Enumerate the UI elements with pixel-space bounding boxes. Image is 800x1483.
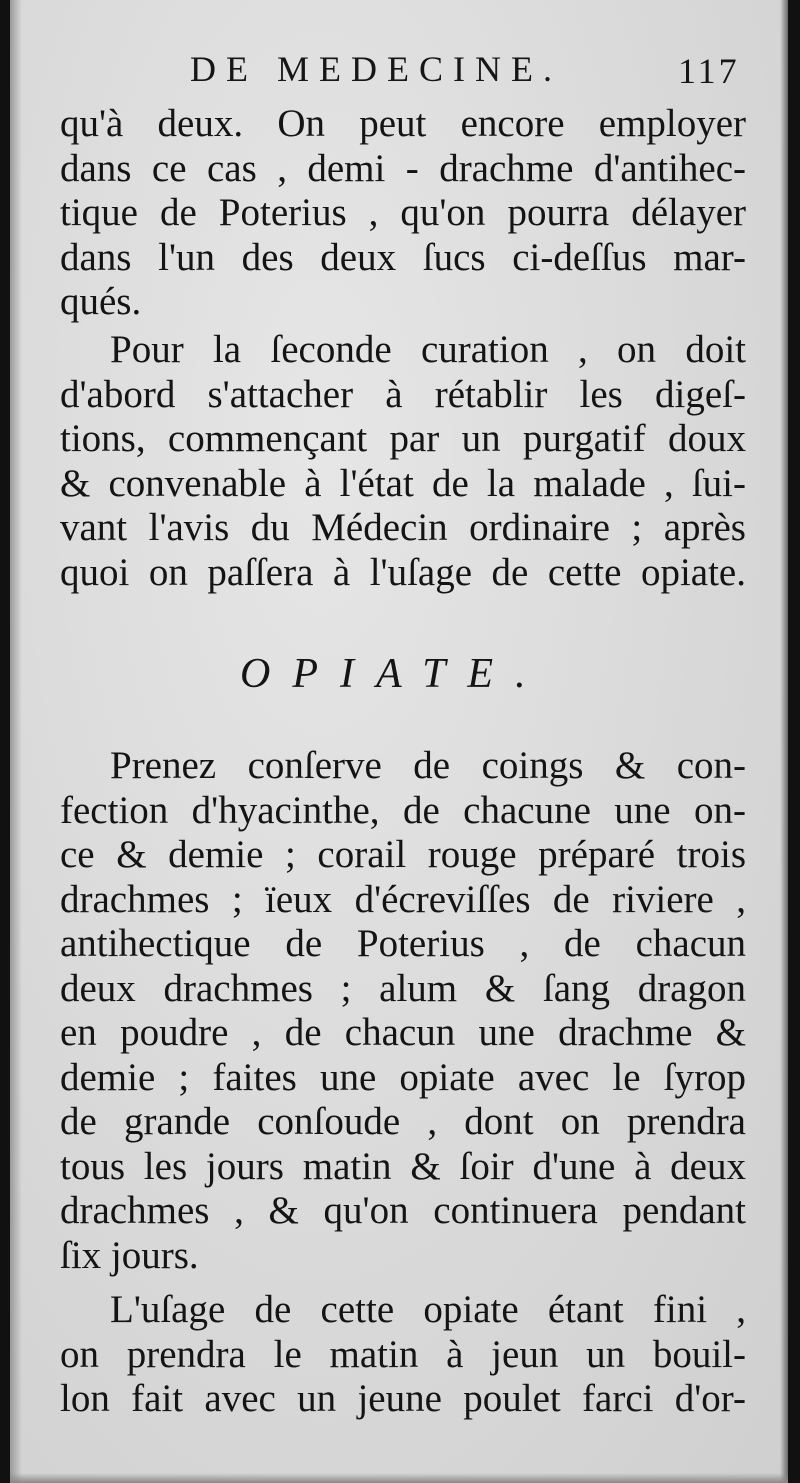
text-line: dans ce cas , demi - drachme d'antihec- xyxy=(60,146,746,190)
page-edge-right xyxy=(780,0,788,1483)
text-line: L'uſage de cette opiate étant fini , xyxy=(110,1288,746,1331)
section-heading: OPIATE. xyxy=(240,651,548,697)
text-line: ſix jours. xyxy=(60,1233,199,1277)
text-line: qués. xyxy=(60,280,142,323)
text-line: Prenez conſerve de coings & con- xyxy=(110,744,746,787)
text-line: antihectique de Poterius , de chacun xyxy=(60,922,746,965)
text-line: quoi on paſſera à l'uſage de cette opiate. xyxy=(60,550,746,594)
text-line: drachmes , & qu'on continuera pendant xyxy=(60,1189,746,1232)
page-number: 117 xyxy=(678,51,740,91)
text-line: ce & demie ; corail rouge préparé trois xyxy=(60,833,746,876)
paragraph-1 xyxy=(60,102,746,325)
text-line: qu'à deux. On peut encore employer xyxy=(60,102,746,145)
text-line: demie ; faites une opiate avec le ſyrop xyxy=(60,1055,746,1099)
text-line: on prendra le matin à jeun un bouil- xyxy=(60,1332,746,1376)
gutter-shadow xyxy=(10,0,22,1483)
text-line: tique de Poterius , qu'on pourra délayer xyxy=(60,191,746,234)
text-line: drachmes ; ïeux d'écreviſſes de riviere , xyxy=(60,877,746,921)
text-line: & convenable à l'état de la malade , ſui- xyxy=(60,461,746,505)
text-line: tions, commençant par un purgatif doux xyxy=(60,417,746,460)
text-line: tous les jours matin & ſoir d'une à deux xyxy=(60,1144,746,1188)
paragraph-3 xyxy=(60,744,746,1278)
page-edge-bottom xyxy=(10,1473,788,1483)
running-title: DE MEDECINE. xyxy=(190,49,562,89)
book-page xyxy=(10,0,788,1483)
text-line: en poudre , de chacun une drachme & xyxy=(60,1011,746,1054)
text-line: deux drachmes ; alum & ſang dragon xyxy=(60,966,746,1010)
text-line: vant l'avis du Médecin ordinaire ; après xyxy=(60,506,746,549)
paragraph-4 xyxy=(60,1288,746,1422)
text-line: lon fait avec un jeune poulet farci d'or- xyxy=(60,1377,746,1420)
text-line: de grande conſoude , dont on prendra xyxy=(60,1100,746,1143)
paragraph-2 xyxy=(60,328,746,595)
text-line: dans l'un des deux ſucs ci-deſſus mar- xyxy=(60,235,746,279)
text-line: Pour la ſeconde curation , on doit xyxy=(110,328,746,371)
text-line: fection d'hyacinthe, de chacune une on- xyxy=(60,788,746,832)
page-header xyxy=(10,48,788,98)
text-line: d'abord s'attacher à rétablir les digeſ- xyxy=(60,372,746,416)
